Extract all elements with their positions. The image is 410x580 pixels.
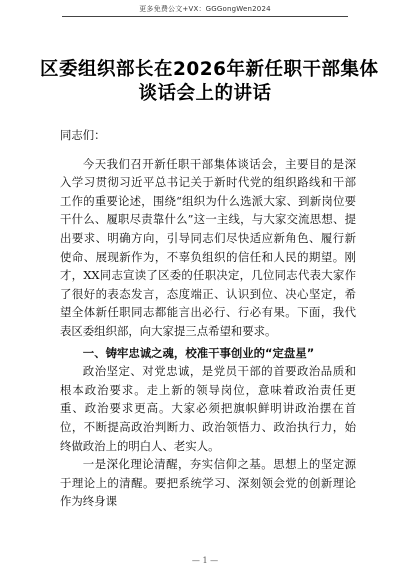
- title-line-1: 区委组织部长在2026年新任职干部集体: [40, 59, 379, 80]
- salutation: 同志们：: [60, 128, 106, 142]
- header-note: 更多免费公文+VX：GGGongWen2024: [139, 5, 271, 13]
- section-heading-1: 一、铸牢忠诚之魂，校准干事创业的“定盘星”: [82, 345, 315, 360]
- paragraph-intro: 今天我们召开新任职干部集体谈话会，主要目的是深入学习贯彻习近平总书记关于新时代党的组织路线和干部工作的重要论述，围绕“组织为什么选派大家、到新岗位要干什么、履职尽责靠什么”这一主线，与大家交流思想、提出要求、明确方向，引导同志们尽快适应新角色、履行新使命、展现新作为，不辜负组织的信任和人民的期望。刚才，XX同志宣读了区委的任职决定，几位同志代表大家作了很好的表态发言，态度端正、认识到位、决心坚定，希望全体新任职同志都能言出必行、行必有果。下面，我代表区委组织部，向大家提三点希望和要求。: [60, 156, 356, 338]
- page-number: — 1 —: [191, 556, 219, 565]
- document-title: [40, 58, 379, 106]
- document-body: [60, 126, 356, 511]
- title-line-2: 谈话会上的讲话: [138, 83, 272, 104]
- paragraph-section1-1: 政治坚定、对党忠诚，是党员干部的首要政治品质和根本政治要求。走上新的领导岗位，意味着政治责任更重、政治要求更高。大家必须把旗帜鲜明讲政治摆在首位，不断提高政治判断力、政治领悟力、政治执行力，始终做政治上的明白人、老实人。: [60, 364, 356, 453]
- paragraph-section1-2: 一是深化理论清醒，夯实信仰之基。思想上的坚定源于理论上的清醒。要把系统学习、深刻领会党的创新理论作为终身课: [60, 457, 356, 509]
- header-divider: [62, 16, 348, 17]
